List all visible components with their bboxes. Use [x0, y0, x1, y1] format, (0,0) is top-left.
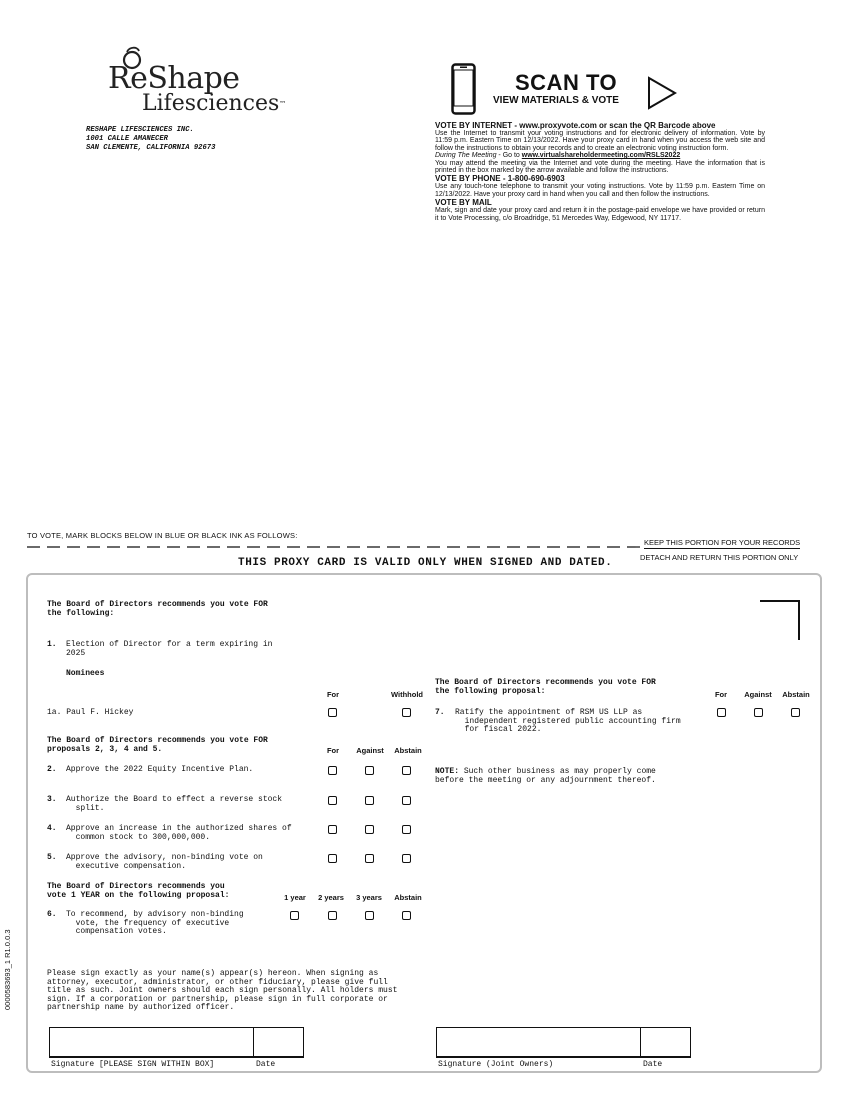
- checkbox-1a-withhold[interactable]: [402, 708, 411, 717]
- joint-date-label: Date: [643, 1060, 663, 1069]
- header-for: For: [326, 746, 340, 755]
- checkbox-6-abstain[interactable]: [402, 911, 411, 920]
- mail-text: Mark, sign and date your proxy card and return it in the postage-paid envelope we have provided or return it to Vote Processing, c/o Broadridge, 51 Mercedes Way, Edgewood, NY 11717.: [435, 207, 765, 222]
- proposal-4-number: 4.: [47, 824, 57, 833]
- joint-date-box[interactable]: [641, 1027, 691, 1057]
- nominee-1a: 1a. Paul F. Hickey: [47, 708, 134, 717]
- checkbox-5-abstain[interactable]: [402, 854, 411, 863]
- checkbox-3-for[interactable]: [328, 796, 337, 805]
- checkbox-6-3-years[interactable]: [365, 911, 374, 920]
- board-recommendation-4: The Board of Directors recommends you vote FOR the following proposal:: [435, 678, 656, 696]
- checkbox-7-for[interactable]: [717, 708, 726, 717]
- checkbox-4-for[interactable]: [328, 825, 337, 834]
- logo-text: ReShape: [108, 61, 240, 96]
- proposal-4-text: Approve an increase in the authorized shares of common stock to 300,000,000.: [66, 824, 292, 842]
- side-code-text: 0000583693_1 R1.0.0.3: [3, 929, 12, 1010]
- proposal-1-text: Election of Director for a term expiring in 2025: [66, 640, 273, 658]
- phone-heading: VOTE BY PHONE - 1-800-690-6903: [435, 174, 565, 184]
- phone-icon: [451, 63, 476, 115]
- checkbox-4-against[interactable]: [365, 825, 374, 834]
- keep-portion-label: KEEP THIS PORTION FOR YOUR RECORDS: [644, 538, 801, 547]
- signature-line: [49, 1057, 304, 1058]
- proposal-5-number: 5.: [47, 853, 57, 862]
- checkbox-2-against[interactable]: [365, 766, 374, 775]
- header-2-years: 2 years: [318, 893, 344, 902]
- date-box[interactable]: [254, 1027, 304, 1057]
- note-label: NOTE:: [435, 767, 460, 776]
- checkbox-7-abstain[interactable]: [791, 708, 800, 717]
- corner-registration-mark: [760, 600, 800, 640]
- nominees-label: Nominees: [66, 669, 105, 678]
- header-for: For: [714, 690, 728, 699]
- board-recommendation-3: The Board of Directors recommends you vote 1 YEAR on the following proposal:: [47, 882, 230, 900]
- joint-signature-label: Signature (Joint Owners): [438, 1060, 554, 1069]
- checkbox-6-1-year[interactable]: [290, 911, 299, 920]
- proposal-6-number: 6.: [47, 910, 57, 919]
- meeting-label: During The Meeting: [435, 152, 497, 160]
- proposal-2-number: 2.: [47, 765, 57, 774]
- header-for: For: [326, 690, 340, 699]
- meeting-goto: - Go to: [496, 152, 522, 160]
- meeting-link[interactable]: www.virtualshareholdermeeting.com/RSLS2022: [521, 152, 681, 160]
- detach-return-label: DETACH AND RETURN THIS PORTION ONLY: [640, 553, 799, 562]
- checkbox-1a-for[interactable]: [328, 708, 337, 717]
- checkbox-6-2-years[interactable]: [328, 911, 337, 920]
- signature-box[interactable]: [49, 1027, 254, 1057]
- proposal-7-text: Ratify the appointment of RSM US LLP as independent registered public accounting firm for fiscal 2022.: [455, 708, 681, 735]
- proposal-1-number: 1.: [47, 640, 57, 649]
- scan-subtitle: VIEW MATERIALS & VOTE: [493, 95, 619, 106]
- internet-heading: VOTE BY INTERNET - www.proxyvote.com or scan the QR Barcode above: [435, 121, 716, 130]
- header-1-year: 1 year: [284, 893, 306, 902]
- logo-subtext: Lifesciences™: [142, 91, 287, 116]
- proposal-7-number: 7.: [435, 708, 445, 717]
- valid-only-notice: THIS PROXY CARD IS VALID ONLY WHEN SIGNED AND DATED.: [238, 557, 613, 569]
- header-abstain: Abstain: [782, 690, 810, 699]
- board-recommendation-2: The Board of Directors recommends you vote FOR proposals 2, 3, 4 and 5.: [47, 736, 268, 754]
- meeting-text: You may attend the meeting via the Internet and vote during the meeting. Have the information that is printed in the box marked by the arrow available and follow the instructions.: [435, 159, 765, 175]
- date-label: Date: [256, 1060, 276, 1069]
- detach-dashed-line: [27, 545, 642, 549]
- phone-text: Use any touch-tone telephone to transmit your voting instructions. Vote by 11:59 p.m. Eastern Time on 12/13/2022. Have your proxy card in hand when you call and then follow the instructions.: [435, 183, 765, 198]
- signature-label: Signature [PLEASE SIGN WITHIN BOX]: [51, 1060, 215, 1069]
- board-recommendation-1: The Board of Directors recommends you vote FOR the following:: [47, 600, 268, 618]
- joint-signature-box[interactable]: [436, 1027, 641, 1057]
- checkbox-7-against[interactable]: [754, 708, 763, 717]
- header-abstain: Abstain: [394, 746, 422, 755]
- checkbox-2-abstain[interactable]: [402, 766, 411, 775]
- address-line: RESHAPE LIFESCIENCES INC.: [86, 126, 194, 134]
- header-3-years: 3 years: [356, 893, 382, 902]
- checkbox-4-abstain[interactable]: [402, 825, 411, 834]
- scan-title: SCAN TO: [515, 70, 618, 95]
- play-arrow-icon: [646, 75, 678, 111]
- joint-signature-line: [436, 1057, 691, 1058]
- proposal-5-text: Approve the advisory, non-binding vote on executive compensation.: [66, 853, 263, 871]
- company-address: [86, 126, 215, 153]
- mark-blocks-instruction: TO VOTE, MARK BLOCKS BELOW IN BLUE OR BLACK INK AS FOLLOWS:: [27, 531, 298, 540]
- signing-instructions: Please sign exactly as your name(s) appear(s) hereon. When signing as attorney, executor, administrator, or other fiduciary, please give full title as such. Joint owners should each sign personally. All holders must sign. If a corporation or partnership, please sign in full corporate or partnership name by authorized officer.: [47, 969, 398, 1013]
- proposal-6-text: To recommend, by advisory non-binding vote, the frequency of executive compensation votes.: [66, 910, 244, 937]
- proposal-3-text: Authorize the Board to effect a reverse stock split.: [66, 795, 283, 813]
- mail-heading: VOTE BY MAIL: [435, 198, 492, 208]
- checkbox-2-for[interactable]: [328, 766, 337, 775]
- checkbox-5-against[interactable]: [365, 854, 374, 863]
- proposal-3-number: 3.: [47, 795, 57, 804]
- header-against: Against: [744, 690, 772, 699]
- proposal-2-text: Approve the 2022 Equity Incentive Plan.: [66, 765, 254, 774]
- internet-text: Use the Internet to transmit your voting instructions and for electronic delivery of information. Vote by 11:59 p.m. Eastern Time on 12/13/2022. Have your proxy card in hand when you access the web site and follow the instructions to obtain your records and to create an electronic voting instruction form.: [435, 130, 765, 152]
- checkbox-3-against[interactable]: [365, 796, 374, 805]
- address-line: SAN CLEMENTE, CALIFORNIA 92673: [86, 144, 216, 152]
- checkbox-3-abstain[interactable]: [402, 796, 411, 805]
- header-against: Against: [356, 746, 384, 755]
- note-text: [435, 768, 656, 785]
- note-body: Such other business as may properly come before the meeting or any adjournment thereof.: [435, 767, 656, 785]
- checkbox-5-for[interactable]: [328, 854, 337, 863]
- voting-instructions: [435, 121, 765, 222]
- address-line: 1001 CALLE AMANECER: [86, 135, 168, 143]
- meeting-line: [435, 152, 765, 159]
- header-withhold: Withhold: [390, 690, 423, 699]
- header-abstain: Abstain: [394, 893, 422, 902]
